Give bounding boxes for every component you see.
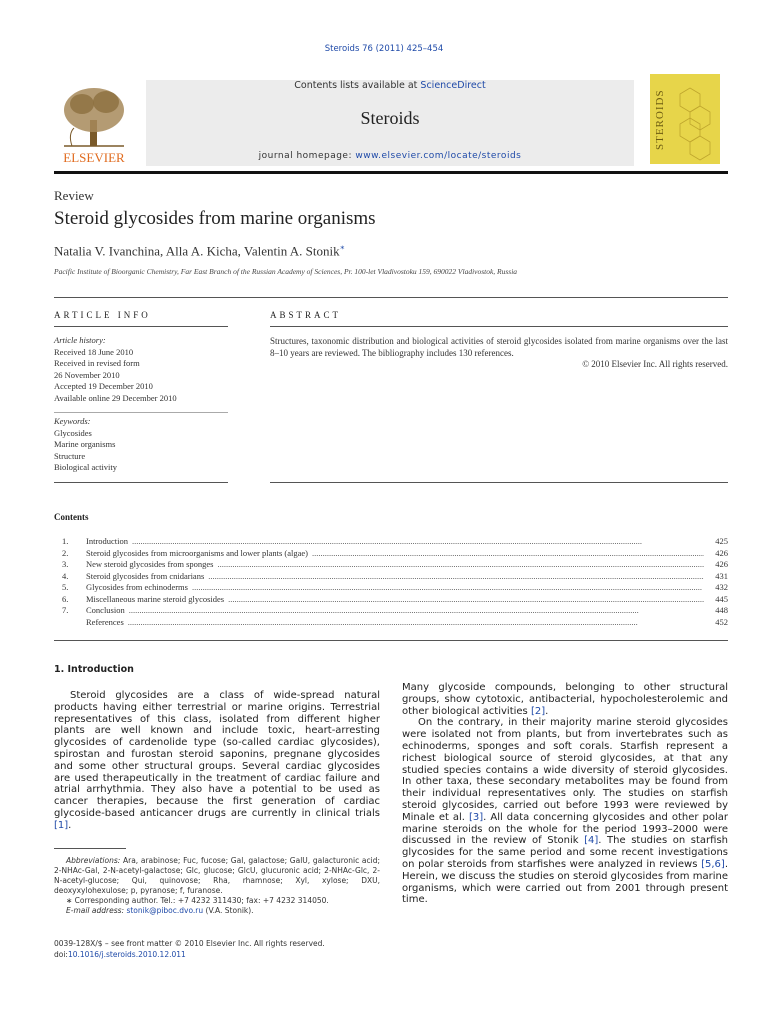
sciencedirect-link[interactable]: ScienceDirect	[420, 80, 486, 91]
paragraph-text: . Herein, we discuss the studies on steroid glycosides from marine organisms, which were carried out from 2001 through present time.	[402, 858, 728, 906]
toc-page: 431	[715, 570, 728, 581]
introduction-heading: 1. Introduction	[54, 664, 134, 675]
email-suffix: (V.A. Stonik).	[203, 906, 254, 915]
keywords-divider	[54, 412, 228, 413]
contents-bottom-rule	[54, 640, 728, 641]
contents-available-line	[146, 80, 634, 91]
paragraph-text: . The studies on starfish glycosides for the same period and some recent investigations on polar steroids from starfishes were analyzed in reviews	[402, 835, 729, 870]
footnotes	[54, 856, 380, 916]
abbreviations-footnote	[54, 856, 380, 896]
table-of-contents	[62, 536, 728, 628]
paragraph-text: . All data concerning glycosides and other polar marine steroids on the whole for the period 1993–2000 were discussed in the review of Stonik	[402, 811, 728, 847]
toc-page: 448	[715, 605, 728, 615]
abstract-heading: ABSTRACT	[270, 310, 342, 320]
reference-link[interactable]: [4]	[584, 835, 599, 847]
corresponding-author-footnote: ∗ Corresponding author. Tel.: +7 4232 311430; fax: +7 4232 314050.	[66, 896, 329, 905]
history-line: 26 November 2010	[54, 369, 120, 380]
history-line: Received 18 June 2010	[54, 346, 134, 357]
header-divider	[54, 171, 728, 174]
issn-doi-block	[54, 938, 325, 960]
toc-entry[interactable]	[62, 559, 728, 571]
keyword: Marine organisms	[54, 439, 116, 449]
toc-leader	[228, 594, 704, 606]
email-label: E-mail address:	[66, 906, 127, 915]
elsevier-wordmark: ELSEVIER	[63, 150, 125, 165]
toc-leader	[132, 536, 704, 548]
toc-number: 7.	[62, 605, 69, 615]
email-footnote	[54, 906, 380, 916]
paragraph: Steroid glycosides are a class of wide-spread natural products having either terrestrial or marine origins. Terrestrial representatives of this class, isolated from different higher plants are well known and include toxic, heart-arresting glycosides of cardenolide type (so-called cardiac glycosides), spirostan and furostan steroid saponins, pregnane glycosides and some other structural groups. Several cardiac glycosides are used therapeutically in the treatment of cardiac failure and atrial arrhythmia. They also have a potential to be used as cancer therapies, because the first generation of cardiac glycoside-based anticancer drugs are currently in clinical trials [1].	[54, 690, 380, 831]
abstract-copyright: © 2010 Elsevier Inc. All rights reserved.	[582, 359, 728, 369]
toc-title: New steroid glycosides from sponges	[86, 559, 214, 569]
article-type: Review	[54, 188, 94, 203]
toc-page: 426	[715, 559, 728, 569]
toc-leader	[208, 571, 704, 583]
introduction-right-column	[402, 682, 728, 906]
email-link[interactable]: stonik@piboc.dvo.ru	[126, 906, 204, 915]
article-history	[54, 335, 254, 404]
introduction-left-column	[54, 690, 380, 832]
authors: Natalia V. Ivanchina, Alla A. Kicha, Valentin A. Stonik	[54, 243, 340, 259]
journal-title: Steroids	[360, 108, 420, 128]
toc-leader	[129, 605, 704, 617]
author-affiliation: Pacific Institute of Bioorganic Chemistry, Far East Branch of the Russian Academy of Sciences, Pr. 100-let Vladivostoku 159, 690022 Vladivostok, Russia	[54, 267, 518, 276]
history-line: Received in revised form	[54, 358, 140, 368]
abbreviations-label: Abbreviations:	[66, 856, 121, 865]
contents-prefix: Contents lists available at	[294, 80, 421, 91]
footnote-rule	[54, 848, 126, 849]
doi-label: doi:	[54, 950, 68, 959]
abbreviations-text: Ara, arabinose; Fuc, fucose; Gal, galactose; GalU, galacturonic acid; 2-NHAc-Gal, 2-N-acetyl-galactose; Glc, glucose; GlcU, glucuronic acid; 2-NHAc-Glc, 2-N-acetyl-glucose; Qui, quinovose; Rha, rhamnose; Xyl, xylose; DXU, deoxyxylohexulose; p, pyranose; f, furanose.	[54, 856, 380, 895]
contents-heading: Contents	[54, 512, 89, 522]
cover-journal-title: STEROIDS	[654, 89, 666, 151]
toc-entry[interactable]	[62, 536, 728, 548]
toc-entry[interactable]	[62, 594, 728, 606]
toc-title: References	[86, 616, 124, 627]
toc-page: 445	[715, 593, 728, 604]
history-line: Accepted 19 December 2010	[54, 381, 153, 391]
article-title: Steroid glycosides from marine organisms	[54, 208, 376, 229]
keyword: Biological activity	[54, 462, 118, 472]
paragraph-text: On the contrary, in their majority marine steroid glycosides were isolated not from plants, but from invertebrates such as echinoderms, sponges and soft corals. Starfish represent a richest biological source of steroid glycosides, at that any studied species contains a wide diversity of steroid glycosides. In other taxa, these secondary metabolites may be found from their individual representatives only. The studies on starfish steroid glycosides, carried out before 1993 were reviewed by Minale et al.	[402, 717, 728, 823]
abstract-bottom-rule	[270, 482, 728, 483]
elsevier-logo	[54, 80, 134, 166]
keyword: Glycosides	[54, 427, 92, 438]
reference-link[interactable]: [3]	[469, 811, 484, 823]
toc-leader	[312, 548, 704, 560]
toc-leader	[217, 559, 704, 571]
issn-line: 0039-128X/$ – see front matter © 2010 Elsevier Inc. All rights reserved.	[54, 939, 325, 948]
author-list	[54, 243, 345, 259]
toc-page: 432	[715, 582, 728, 592]
toc-title: Conclusion	[86, 605, 125, 615]
toc-title: Steroid glycosides from cnidarians	[86, 570, 205, 581]
reference-link[interactable]: [5,6]	[701, 858, 725, 870]
paragraph-text: Many glycoside compounds, belonging to other structural groups, show cytotoxic, antibacterial, hypocholesterolemic and other biological activities	[402, 682, 728, 717]
toc-entry[interactable]	[62, 582, 728, 594]
abstract-text: Structures, taxonomic distribution and biological activities of steroid glycosides isolated from marine organisms over the last 8–10 years are reviewed. The bibliography includes 130 references.	[270, 336, 728, 358]
toc-title: Steroid glycosides from microorganisms and lower plants (algae)	[86, 547, 308, 558]
article-info-rule	[54, 326, 228, 327]
journal-citation: Steroids 76 (2011) 425–454	[324, 44, 444, 54]
abstract-rule	[270, 326, 728, 327]
toc-number: 6.	[62, 593, 69, 604]
toc-leader	[128, 617, 704, 629]
reference-link[interactable]: [1]	[54, 819, 69, 831]
keywords-label: Keywords:	[54, 416, 91, 426]
toc-entry[interactable]	[62, 617, 728, 629]
article-info-heading: ARTICLE INFO	[54, 310, 151, 320]
title-divider	[54, 297, 728, 298]
toc-number: 3.	[62, 559, 69, 569]
history-line: Available online 29 December 2010	[54, 392, 177, 403]
homepage-link[interactable]: www.elsevier.com/locate/steroids	[355, 151, 522, 161]
toc-number: 4.	[62, 570, 69, 581]
doi-link[interactable]: 10.1016/j.steroids.2010.12.011	[67, 950, 186, 959]
reference-link[interactable]: [2]	[530, 705, 546, 717]
article-history-label: Article history:	[54, 335, 106, 345]
paragraph-text: Steroid glycosides are a class of wide-spread natural products having either terrestrial or marine origins. Terrestrial representatives of this class, isolated from different higher plants are well known and include toxic, heart-arresting glycosides of cardenolide type (so-called cardiac glycosides), spirostan and furostan steroid saponins, pregnane glycosides and some other structural groups. Several cardiac glycosides are used therapeutically in the treatment of cardiac failure and atrial arrhythmia. They also have a potential to be used as cancer therapies, because the first generation of cardiac glycoside-based anticancer drugs are currently in clinical trials	[54, 690, 380, 819]
toc-number: 5.	[62, 582, 69, 592]
toc-number: 2.	[62, 547, 69, 558]
toc-entry[interactable]	[62, 605, 728, 617]
toc-title: Introduction	[86, 536, 129, 546]
article-info-bottom-rule	[54, 482, 228, 483]
abstract	[270, 336, 728, 371]
toc-page: 452	[715, 616, 728, 627]
corresponding-author-mark[interactable]: ∗	[339, 243, 346, 252]
toc-number: 1.	[62, 536, 69, 546]
homepage-prefix: journal homepage:	[258, 151, 356, 161]
toc-page: 425	[715, 536, 728, 546]
toc-entry[interactable]	[62, 548, 728, 560]
toc-leader	[192, 582, 704, 594]
journal-homepage	[146, 151, 634, 161]
toc-title: Glycosides from echinoderms	[86, 582, 188, 592]
toc-page: 426	[715, 547, 728, 558]
toc-title: Miscellaneous marine steroid glycosides	[86, 593, 225, 604]
keyword: Structure	[54, 450, 86, 461]
paragraph	[402, 717, 728, 906]
toc-entry[interactable]	[62, 571, 728, 583]
doi-line	[54, 949, 325, 960]
paragraph: Many glycoside compounds, belonging to other structural groups, show cytotoxic, antibacterial, hypocholesterolemic and other biological activities [2].	[402, 682, 728, 717]
keywords	[54, 416, 254, 474]
